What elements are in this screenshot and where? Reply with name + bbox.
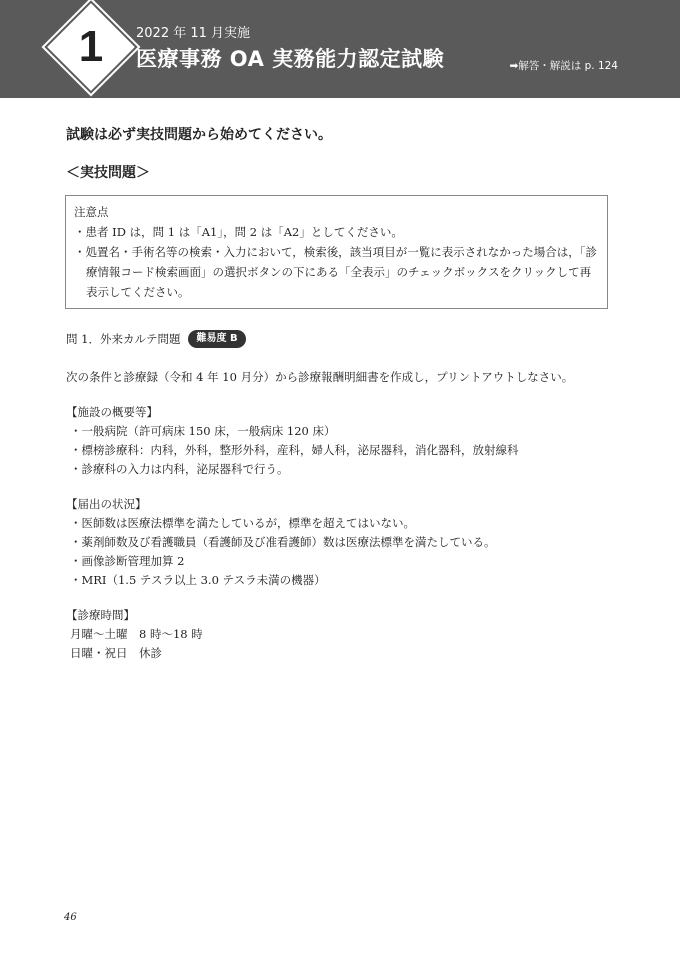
notes-heading: 注意点 [74, 205, 109, 219]
hours-section [66, 606, 203, 663]
section-title: ＜実技問題＞ [66, 165, 150, 181]
list-item: ・MRI（1.5 テスラ以上 3.0 テスラ未満の機器） [70, 573, 326, 587]
list-item: ・標榜診療科：内科，外科，整形外科，産科，婦人科，泌尿器科，消化器科，放射線科 [70, 443, 519, 457]
note-item: ・患者 ID は，問 1 は「A1」，問 2 は「A2」としてください。 [74, 225, 403, 239]
answer-reference: ➡解答・解説は p. 124 [509, 60, 618, 72]
facility-heading: 【施設の概要等】 [66, 405, 158, 419]
exam-date: 2022 年 11 月実施 [136, 26, 251, 41]
question-line [66, 330, 246, 348]
notes-box [65, 195, 608, 309]
list-item: ・診療科の入力は内科，泌尿器科で行う。 [70, 462, 289, 476]
list-item: ・医師数は医療法標準を満たしているが，標準を超えてはいない。 [70, 516, 415, 530]
notification-section [66, 495, 496, 590]
page-number: 46 [64, 912, 77, 923]
hours-item: 月曜～土曜 8 時～18 時 [70, 627, 203, 641]
difficulty-badge: 難易度 B [188, 330, 245, 348]
question-statement: 次の条件と診療録（令和 4 年 10 月分）から診療報酬明細書を作成し，プリントアウトしなさい。 [66, 370, 574, 384]
notification-heading: 【届出の状況】 [66, 497, 147, 511]
chapter-number: 1 [78, 22, 104, 71]
question-label: 問 1．外来カルテ問題 [66, 332, 181, 346]
list-item: ・薬剤師数及び看護職員（看護師及び准看護師）数は医療法標準を満たしている。 [70, 535, 496, 549]
list-item: ・画像診断管理加算 2 [70, 554, 185, 568]
chapter-header [0, 0, 680, 98]
instruction-text: 試験は必ず実技問題から始めてください。 [66, 127, 332, 143]
exam-title: 医療事務 OA 実務能力認定試験 [136, 47, 445, 71]
list-item: ・一般病院（許可病床 150 床，一般病床 120 床） [70, 424, 336, 438]
hours-item: 日曜・祝日 休診 [70, 646, 162, 660]
note-item: ・処置名・手術名等の検索・入力において，検索後，該当項目が一覧に表示されなかった場合は，「診療情報コード検索画面」の選択ボタンの下にある「全表示」のチェックボックスをクリックして再表示してください。 [74, 245, 598, 299]
facility-section [66, 403, 519, 479]
hours-heading: 【診療時間】 [66, 608, 135, 622]
